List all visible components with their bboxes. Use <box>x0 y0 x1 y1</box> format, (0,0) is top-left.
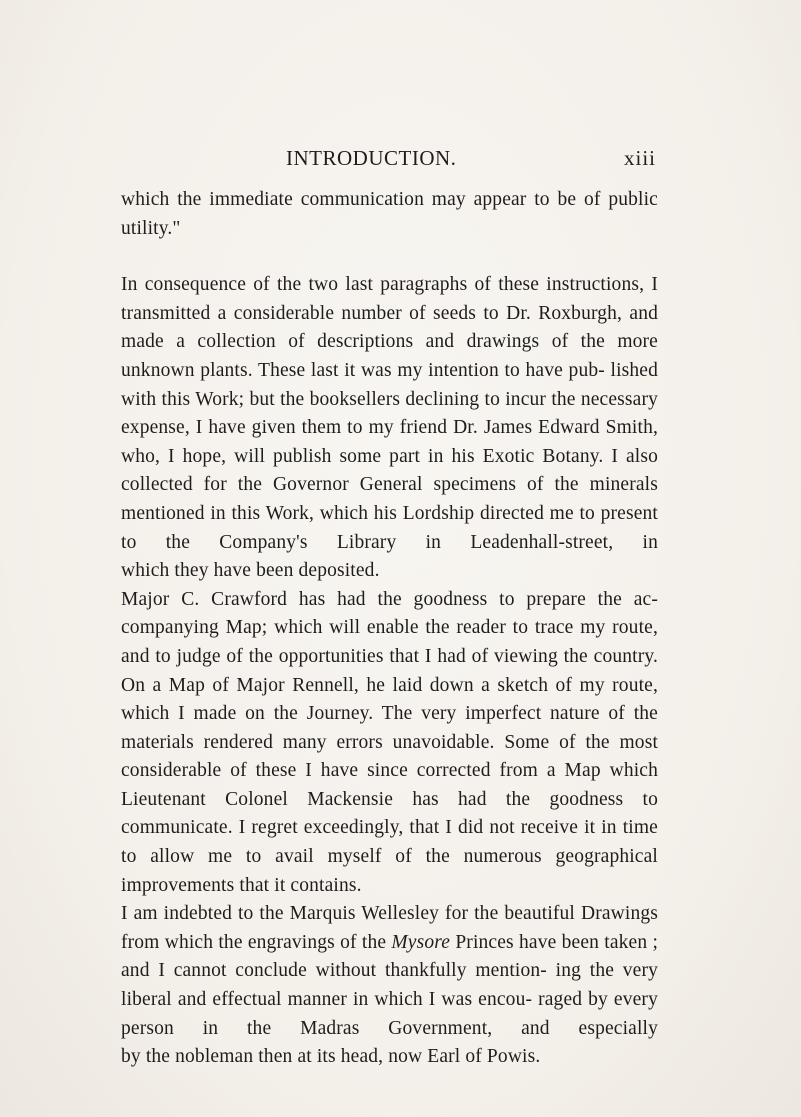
line: nature of the materials rendered many errors unavoidable. Some <box>121 703 658 753</box>
line: I transmitted a considerable number of seeds to Dr. Roxburgh, <box>121 274 658 324</box>
body-text <box>121 186 658 1072</box>
line: the minerals mentioned in this Work, which his Lordship directed <box>121 474 658 524</box>
line: companying Map; which will enable the reader to trace my <box>121 617 606 639</box>
line: been taken ; and I cannot conclude without thankfully mention- <box>121 931 659 982</box>
line: which the immediate communication may appear to be of public <box>121 189 658 210</box>
line: Botany. I also collected for the Governor General specimens of <box>121 445 658 496</box>
paragraph-2 <box>121 271 658 586</box>
paragraph-4 <box>121 900 658 1072</box>
page-header <box>286 146 656 178</box>
line: I am indebted to the Marquis Wellesley for the beautiful <box>121 903 576 925</box>
line: country. On a Map of Major Rennell, he laid down a sketch of <box>121 645 659 696</box>
line: route, and to judge of the opportunities that I had of viewing the <box>121 617 658 667</box>
line: raged by every person in the Madras Government, and especially <box>121 989 658 1039</box>
line-with-italic: Drawings from which the engravings of the Mysore Princes have <box>121 903 659 953</box>
line: my route, which I made on the Journey. The very imperfect <box>121 674 659 725</box>
line: which they have been deposited. <box>121 560 380 582</box>
line: In consequence of the two last paragraphs of these instructions, <box>121 274 645 296</box>
line: and made a collection of descriptions and drawings of the more <box>121 302 659 353</box>
line: me to present to the Company's Library in Leadenhall-street, in <box>121 502 658 553</box>
line: of the most considerable of these I have since corrected from a <box>121 731 659 782</box>
line: lished with this Work; but the booksellers declining to incur <box>121 359 658 410</box>
paragraph-3 <box>121 586 658 901</box>
line: improvements that it contains. <box>121 874 362 896</box>
paragraph-1 <box>121 186 658 243</box>
italic-word: Mysore <box>391 931 451 953</box>
line: utility." <box>121 217 181 239</box>
line: Map which Lieutenant Colonel Mackensie has had the goodness <box>121 760 659 810</box>
page-number: xiii <box>623 146 656 170</box>
line: by the nobleman then at its head, now Earl of Powis. <box>121 1046 541 1068</box>
running-title: INTRODUCTION. <box>286 146 457 170</box>
line: to communicate. I regret exceedingly, that I did not receive it <box>121 788 658 839</box>
line: ing the very liberal and effectual manner in which I was encou- <box>121 960 659 1011</box>
line: unknown plants. These last it was my intention to have pub- <box>121 359 605 381</box>
line: Edward Smith, who, I hope, will publish some part in his Exotic <box>121 417 658 467</box>
line: in time to allow me to avail myself of the numerous geographical <box>121 817 658 868</box>
line: the necessary expense, I have given them to my friend Dr. James <box>121 388 658 439</box>
line: Major C. Crawford has had the goodness to prepare the ac- <box>121 588 658 610</box>
